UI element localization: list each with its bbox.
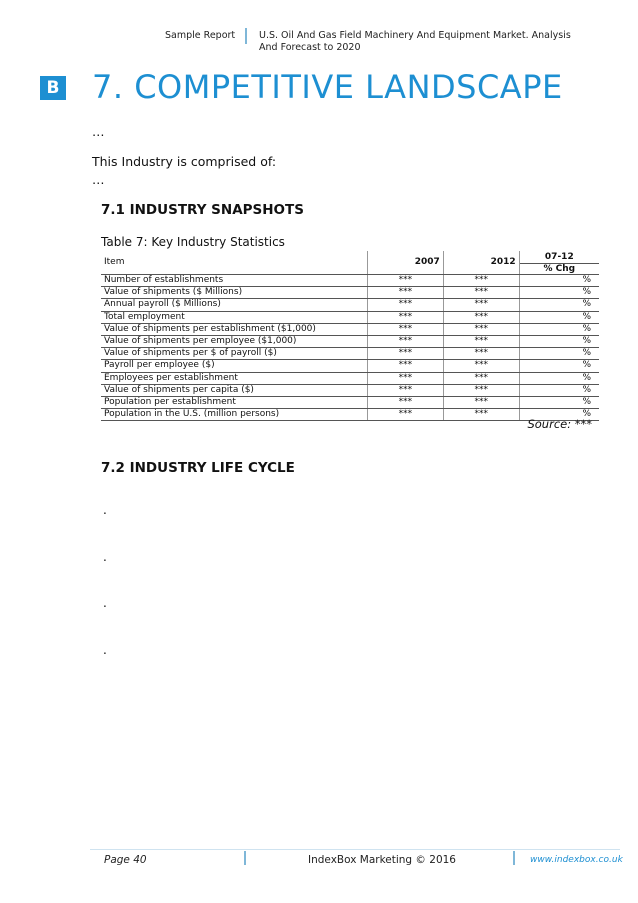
cell-item: Value of shipments ($ Millions) [101,287,367,299]
cell-2012: *** [443,409,519,421]
header-change-period: 07-12 [520,251,599,264]
table-row [101,311,599,323]
cell-2007: *** [367,360,443,372]
header-change [519,251,599,275]
cell-change: % [519,360,599,372]
footer-separator [244,851,246,865]
table-row [101,348,599,360]
footer-page-number: Page 40 [104,854,147,866]
cell-change: % [519,299,599,311]
table-row [101,299,599,311]
header-item: Item [101,251,367,275]
section-heading-snapshots: 7.1 INDUSTRY SNAPSHOTS [101,202,304,218]
cell-change: % [519,348,599,360]
footer-website-link[interactable]: www.indexbox.co.uk [530,855,623,865]
header-2012: 2012 [443,251,519,275]
cell-2012: *** [443,311,519,323]
cell-change: % [519,275,599,287]
cell-2007: *** [367,348,443,360]
brand-logo-icon: B [40,76,66,100]
placeholder-dot: . [103,550,107,564]
table-row [101,372,599,384]
cell-2007: *** [367,323,443,335]
cell-change: % [519,287,599,299]
comprised-text: This Industry is comprised of: [92,154,277,169]
table-row [101,287,599,299]
header-change-unit: % Chg [543,264,576,274]
ellipsis-text: … [92,172,105,187]
cell-2012: *** [443,348,519,360]
cell-2012: *** [443,323,519,335]
cell-item: Value of shipments per employee ($1,000) [101,336,367,348]
cell-item: Value of shipments per $ of payroll ($) [101,348,367,360]
cell-item: Number of establishments [101,275,367,287]
cell-2012: *** [443,287,519,299]
cell-2007: *** [367,372,443,384]
cell-item: Employees per establishment [101,372,367,384]
table-row [101,397,599,409]
cell-item: Value of shipments per capita ($) [101,384,367,396]
section-heading-life-cycle: 7.2 INDUSTRY LIFE CYCLE [101,460,295,476]
table-row [101,336,599,348]
table-caption: Table 7: Key Industry Statistics [101,235,285,249]
cell-2007: *** [367,287,443,299]
cell-2012: *** [443,372,519,384]
page-title: 7. COMPETITIVE LANDSCAPE [92,68,563,106]
cell-2012: *** [443,384,519,396]
header-separator [245,28,247,44]
cell-2007: *** [367,397,443,409]
industry-statistics-table [101,251,599,421]
table-header-row [101,251,599,275]
table-body [101,275,599,421]
cell-2007: *** [367,384,443,396]
table-row [101,323,599,335]
cell-item: Population in the U.S. (million persons) [101,409,367,421]
cell-2007: *** [367,299,443,311]
cell-2007: *** [367,275,443,287]
cell-item: Value of shipments per establishment ($1,000) [101,323,367,335]
cell-change: % [519,409,599,421]
footer-divider [90,849,620,850]
table-row [101,384,599,396]
header-report-title: U.S. Oil And Gas Field Machinery And Equipment Market. Analysis And Forecast to 2020 [259,30,571,53]
cell-change: % [519,323,599,335]
placeholder-dot: . [103,596,107,610]
ellipsis-text: … [92,124,105,139]
cell-item: Total employment [101,311,367,323]
placeholder-dot: . [103,503,107,517]
cell-2012: *** [443,275,519,287]
cell-change: % [519,311,599,323]
cell-item: Payroll per employee ($) [101,360,367,372]
footer-copyright: IndexBox Marketing © 2016 [308,854,456,866]
cell-change: % [519,397,599,409]
cell-2012: *** [443,299,519,311]
cell-item: Annual payroll ($ Millions) [101,299,367,311]
footer-separator [513,851,515,865]
header-2007: 2007 [367,251,443,275]
cell-change: % [519,384,599,396]
cell-item: Population per establishment [101,397,367,409]
table-row [101,275,599,287]
placeholder-dot: . [103,643,107,657]
table-source: Source: *** [527,417,592,431]
cell-2007: *** [367,311,443,323]
cell-2012: *** [443,336,519,348]
cell-2007: *** [367,336,443,348]
cell-2012: *** [443,360,519,372]
cell-change: % [519,336,599,348]
cell-change: % [519,372,599,384]
table-row [101,360,599,372]
header-report-type: Sample Report [165,30,236,41]
cell-2012: *** [443,397,519,409]
cell-2007: *** [367,409,443,421]
